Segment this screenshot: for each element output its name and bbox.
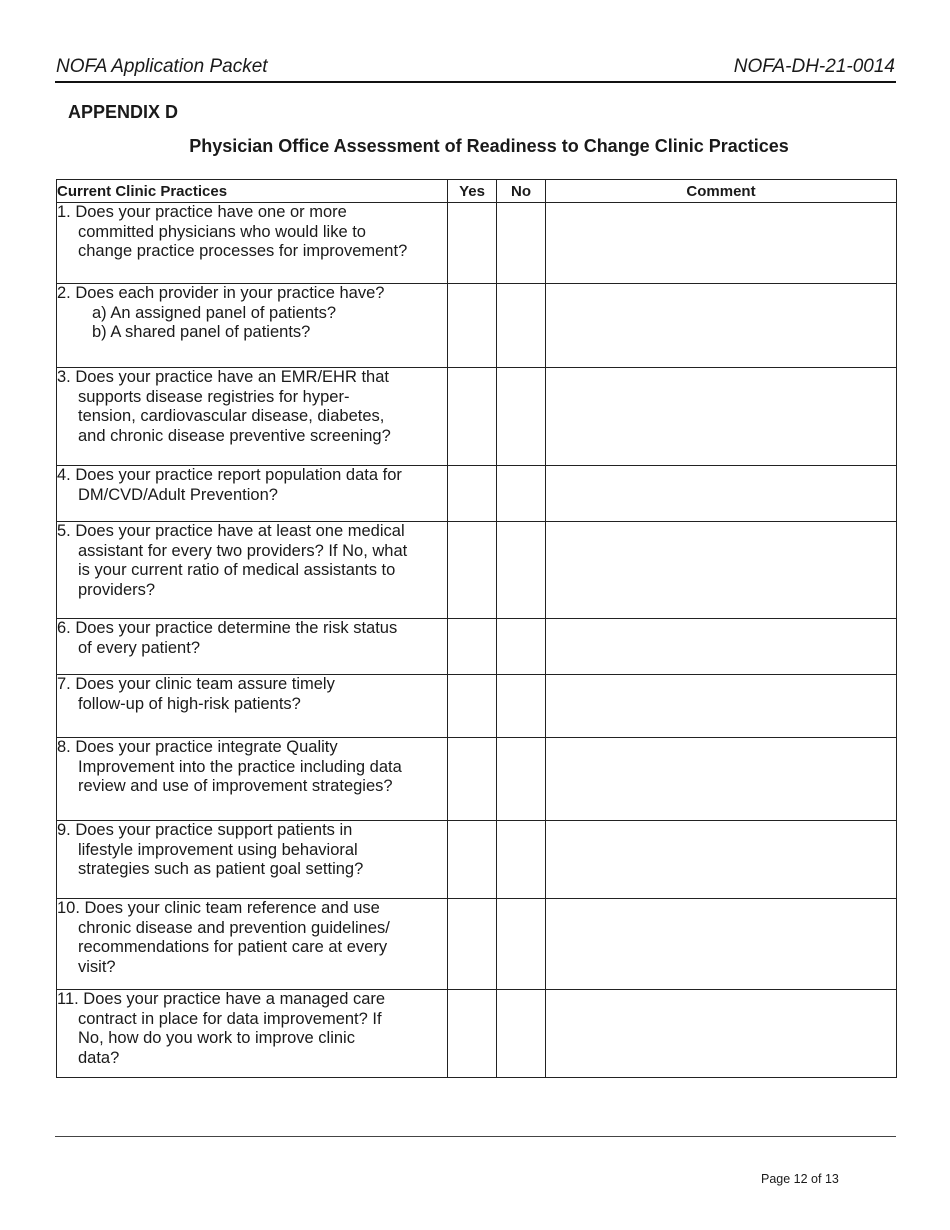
question-line: review and use of improvement strategies?	[78, 777, 393, 795]
no-cell[interactable]	[497, 284, 546, 368]
table-row	[57, 284, 897, 368]
question-cell	[57, 738, 448, 821]
question-line: 4. Does your practice report population data for	[57, 466, 402, 484]
question-line: data?	[78, 1048, 120, 1067]
question-cell	[57, 368, 448, 466]
question-line: strategies such as patient goal setting?	[78, 860, 364, 878]
table-row	[57, 675, 897, 738]
question-line: providers?	[78, 580, 156, 599]
comment-cell[interactable]	[546, 899, 897, 990]
table-row	[57, 522, 897, 619]
question-line: tension, cardiovascular disease, diabetes,	[78, 407, 385, 425]
comment-cell[interactable]	[546, 990, 897, 1078]
question-line: contract in place for data improvement? If	[78, 1009, 382, 1028]
no-cell[interactable]	[497, 675, 546, 738]
question-line: and chronic disease preventive screening?	[78, 426, 391, 445]
question-cell	[57, 466, 448, 522]
yes-cell[interactable]	[448, 203, 497, 284]
table-row	[57, 619, 897, 675]
yes-cell[interactable]	[448, 466, 497, 522]
comment-cell[interactable]	[546, 821, 897, 899]
question-line: committed physicians who would like to	[78, 222, 366, 241]
no-cell[interactable]	[497, 990, 546, 1078]
question-cell	[57, 284, 448, 368]
appendix-heading: APPENDIX D	[68, 102, 179, 122]
footer-divider	[55, 1136, 896, 1137]
question-cell	[57, 990, 448, 1078]
question-cell	[57, 203, 448, 284]
question-line: 9. Does your practice support patients in	[57, 821, 353, 839]
question-line: b) A shared panel of patients?	[92, 323, 311, 341]
yes-cell[interactable]	[448, 522, 497, 619]
comment-cell[interactable]	[546, 466, 897, 522]
question-line: follow-up of high-risk patients?	[78, 694, 301, 713]
question-line: DM/CVD/Adult Prevention?	[78, 485, 278, 504]
column-header-no: No	[497, 180, 546, 203]
question-line: 11. Does your practice have a managed care	[57, 990, 386, 1008]
question-line: 2. Does each provider in your practice have?	[57, 284, 385, 302]
comment-cell[interactable]	[546, 619, 897, 675]
question-line: chronic disease and prevention guidelines/	[78, 918, 390, 937]
column-header-yes: Yes	[448, 180, 497, 203]
question-line: of every patient?	[78, 638, 200, 657]
column-header-practices: Current Clinic Practices	[57, 180, 448, 203]
page-number: Page 12 of 13	[761, 1172, 839, 1186]
assessment-table	[56, 179, 897, 1078]
table-row	[57, 821, 897, 899]
yes-cell[interactable]	[448, 619, 497, 675]
comment-cell[interactable]	[546, 368, 897, 466]
question-cell	[57, 821, 448, 899]
yes-cell[interactable]	[448, 899, 497, 990]
header-nofa-number: NOFA-DH-21-0014	[733, 56, 895, 77]
comment-cell[interactable]	[546, 522, 897, 619]
no-cell[interactable]	[497, 466, 546, 522]
header-packet-title: NOFA Application Packet	[56, 56, 268, 77]
comment-cell[interactable]	[546, 675, 897, 738]
no-cell[interactable]	[497, 619, 546, 675]
comment-cell[interactable]	[546, 203, 897, 284]
question-line: supports disease registries for hyper-	[78, 387, 350, 406]
question-line: is your current ratio of medical assistants to	[78, 561, 396, 579]
question-cell	[57, 675, 448, 738]
table-row	[57, 899, 897, 990]
question-line: change practice processes for improvement?	[78, 242, 408, 260]
question-line: visit?	[78, 957, 116, 976]
table-row	[57, 368, 897, 466]
question-line: 7. Does your clinic team assure timely	[57, 675, 335, 693]
question-line: 8. Does your practice integrate Quality	[57, 738, 338, 756]
header-divider	[55, 81, 896, 83]
question-line: lifestyle improvement using behavioral	[78, 840, 358, 859]
page-title: Physician Office Assessment of Readiness to Change Clinic Practices	[189, 136, 789, 156]
no-cell[interactable]	[497, 203, 546, 284]
question-line: 3. Does your practice have an EMR/EHR that	[57, 368, 389, 386]
question-cell	[57, 899, 448, 990]
no-cell[interactable]	[497, 368, 546, 466]
question-line: 5. Does your practice have at least one medical	[57, 522, 405, 540]
yes-cell[interactable]	[448, 990, 497, 1078]
yes-cell[interactable]	[448, 675, 497, 738]
table-row	[57, 738, 897, 821]
yes-cell[interactable]	[448, 738, 497, 821]
no-cell[interactable]	[497, 899, 546, 990]
question-cell	[57, 522, 448, 619]
question-line: recommendations for patient care at every	[78, 938, 388, 956]
yes-cell[interactable]	[448, 368, 497, 466]
question-line: 6. Does your practice determine the risk status	[57, 619, 398, 637]
question-line: Improvement into the practice including data	[78, 757, 402, 776]
column-header-comment: Comment	[546, 180, 897, 203]
question-line: 10. Does your clinic team reference and use	[57, 899, 380, 917]
no-cell[interactable]	[497, 738, 546, 821]
no-cell[interactable]	[497, 522, 546, 619]
question-line: a) An assigned panel of patients?	[92, 303, 337, 322]
yes-cell[interactable]	[448, 284, 497, 368]
question-line: 1. Does your practice have one or more	[57, 203, 347, 221]
table-row	[57, 203, 897, 284]
question-line: No, how do you work to improve clinic	[78, 1029, 355, 1047]
yes-cell[interactable]	[448, 821, 497, 899]
table-row	[57, 466, 897, 522]
question-cell	[57, 619, 448, 675]
question-line: assistant for every two providers? If No, what	[78, 541, 408, 560]
comment-cell[interactable]	[546, 284, 897, 368]
no-cell[interactable]	[497, 821, 546, 899]
comment-cell[interactable]	[546, 738, 897, 821]
table-row	[57, 990, 897, 1078]
table-header-row	[57, 180, 897, 203]
